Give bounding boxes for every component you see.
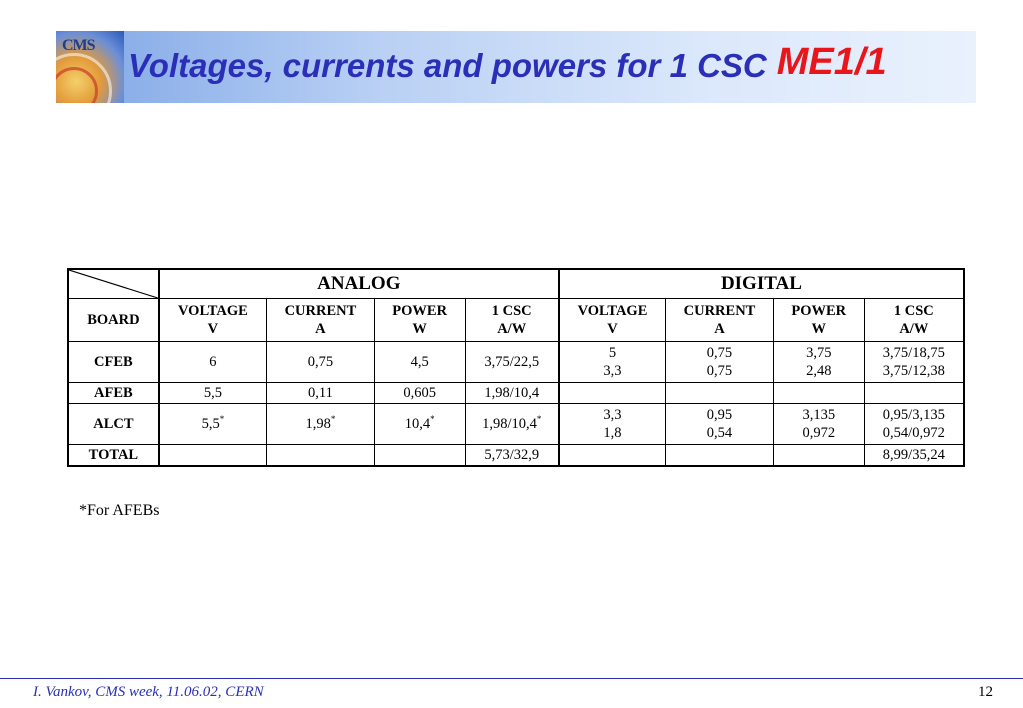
cell [267, 445, 375, 467]
footer-divider [0, 678, 1023, 679]
footer-author: I. Vankov, CMS week, 11.06.02, CERN [33, 684, 264, 700]
row-label-afeb: AFEB [68, 383, 159, 404]
cell: 1,98/10,4 [465, 383, 559, 404]
cell [374, 445, 465, 467]
cell: 10,4* [374, 404, 465, 445]
cell: 6 [159, 342, 267, 383]
cell [559, 445, 666, 467]
header-board: BOARD [68, 299, 159, 342]
cell: 5,5* [159, 404, 267, 445]
cell [159, 445, 267, 467]
cell: 0,95 0,54 [666, 404, 774, 445]
row-label-cfeb: CFEB [68, 342, 159, 383]
cell [559, 383, 666, 404]
page-number: 12 [978, 684, 993, 700]
table-row [68, 445, 964, 467]
group-analog: ANALOG [159, 269, 559, 299]
cell [666, 445, 774, 467]
cell [773, 445, 864, 467]
title-main: Voltages, currents and powers for 1 CSC [128, 47, 767, 84]
table-row [68, 404, 964, 445]
row-label-alct: ALCT [68, 404, 159, 445]
cell: 3,135 0,972 [773, 404, 864, 445]
table-row [68, 383, 964, 404]
cell: 5,5 [159, 383, 267, 404]
header-digital-csc: 1 CSC A/W [864, 299, 964, 342]
slide-title [128, 41, 887, 87]
cell: 3,75/18,75 3,75/12,38 [864, 342, 964, 383]
corner-cell [68, 269, 159, 299]
cell: 3,75/22,5 [465, 342, 559, 383]
cell: 1,98* [267, 404, 375, 445]
cell [864, 383, 964, 404]
cell: 0,75 [267, 342, 375, 383]
header-analog-power: POWER W [374, 299, 465, 342]
voltage-current-power-table [67, 268, 965, 467]
table-row [68, 342, 964, 383]
cell: 5 3,3 [559, 342, 666, 383]
cell: 0,95/3,135 0,54/0,972 [864, 404, 964, 445]
cell: 3,75 2,48 [773, 342, 864, 383]
cell: 1,98/10,4* [465, 404, 559, 445]
cell: 0,605 [374, 383, 465, 404]
cell: 0,11 [267, 383, 375, 404]
cell [666, 383, 774, 404]
cms-logo: CMS [56, 31, 124, 103]
cell: 8,99/35,24 [864, 445, 964, 467]
title-accent: ME1/1 [776, 41, 887, 83]
row-label-total: TOTAL [68, 445, 159, 467]
cell: 5,73/32,9 [465, 445, 559, 467]
header-digital-voltage: VOLTAGE V [559, 299, 666, 342]
cell [773, 383, 864, 404]
cell: 4,5 [374, 342, 465, 383]
cell: 0,75 0,75 [666, 342, 774, 383]
header-analog-voltage: VOLTAGE V [159, 299, 267, 342]
header-digital-current: CURRENT A [666, 299, 774, 342]
header-analog-csc: 1 CSC A/W [465, 299, 559, 342]
cell: 3,3 1,8 [559, 404, 666, 445]
header-digital-power: POWER W [773, 299, 864, 342]
footnote: *For AFEBs [79, 502, 160, 519]
header-analog-current: CURRENT A [267, 299, 375, 342]
group-digital: DIGITAL [559, 269, 964, 299]
